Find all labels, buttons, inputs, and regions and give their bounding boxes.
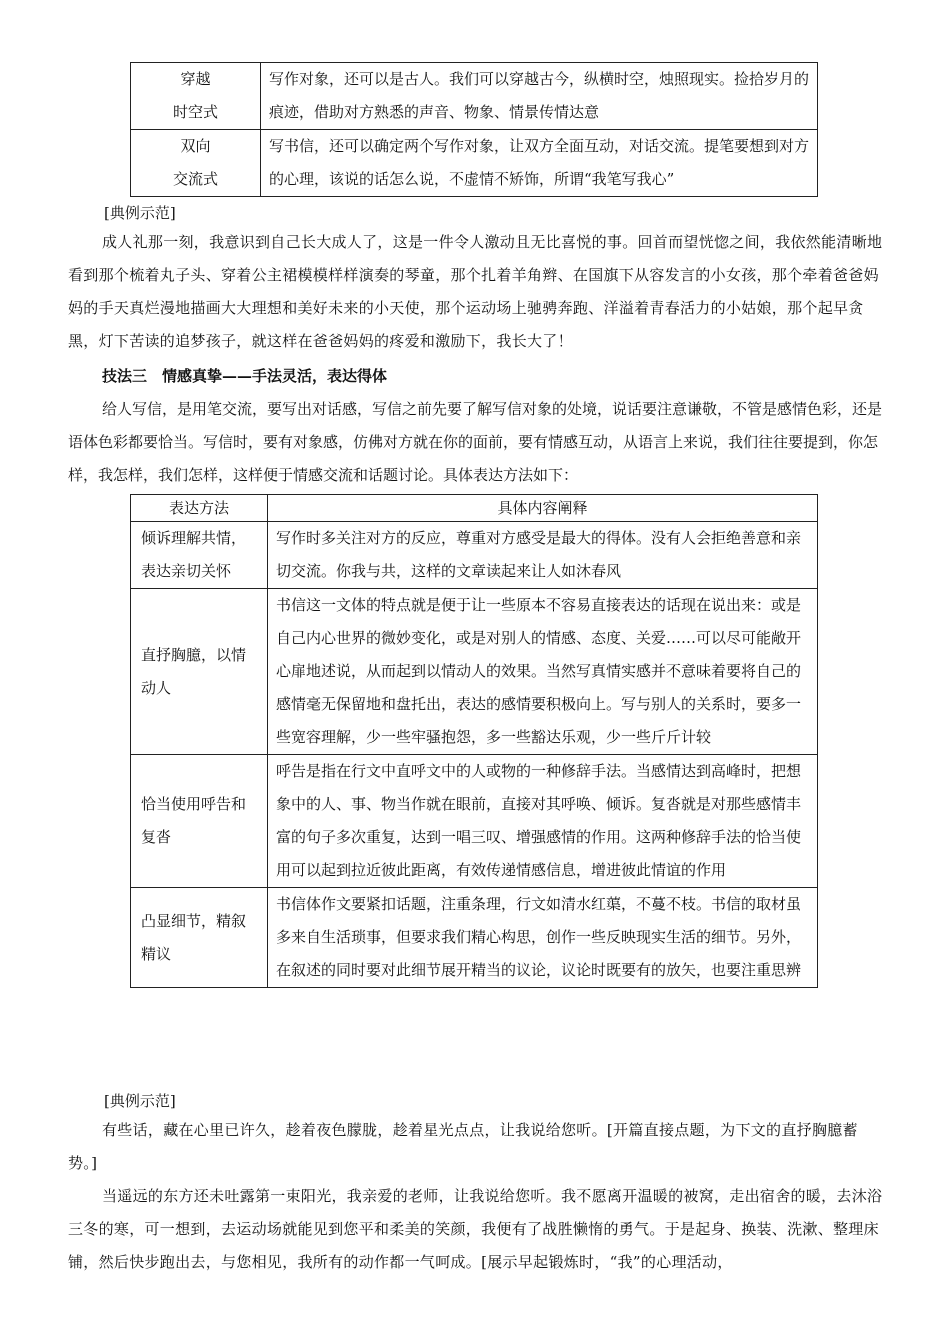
table-row: [131, 63, 818, 130]
table-row: [131, 130, 818, 197]
table-row: [131, 888, 818, 988]
header-cell: 具体内容阐释: [268, 495, 818, 522]
desc-cell: 书信体作文要紧扣话题，注重条理，行文如清水红蕖，不蔓不枝。书信的取材虽多来自生活琐事，但要求我们精心构思，创作一些反映现实生活的细节。另外，在叙述的同时要对此细节展开精当的议论，议论时既要有的放矢，也要注重思辨: [268, 888, 818, 988]
header-cell: 表达方法: [131, 495, 268, 522]
example-paragraph: 当遥远的东方还未吐露第一束阳光，我亲爱的老师，让我说给您听。我不愿离开温暖的被窝，走出宿舍的暖，去沐浴三冬的寒，可一想到，去运动场就能见到您平和柔美的笑颜，我便有了战胜懒惰的勇气。于是起身、换装、洗漱、整理床铺，然后快步跑出去，与您相见，我所有的动作都一气呵成。[展示早起锻炼时，“我”的心理活动，: [68, 1187, 883, 1271]
table-row: [131, 522, 818, 589]
section-intro: 给人写信，是用笔交流，要写出对话感，写信之前先要了解写信对象的处境，说话要注意谦敬，不管是感情色彩，还是语体色彩都要恰当。写信时，要有对象感，仿佛对方就在你的面前，要有情感互动，从语言上来说，我们往往要提到，你怎样，我怎样，我们怎样，这样便于情感交流和话题讨论。具体表达方法如下：: [68, 400, 883, 484]
method-cell: 恰当使用呼告和复沓: [131, 755, 268, 888]
methods-table-2: [130, 494, 818, 988]
section-title: 技法三 情感真挚——手法灵活，表达得体: [102, 367, 388, 385]
table-header-row: [131, 495, 818, 522]
desc-cell: 呼告是指在行文中直呼文中的人或物的一种修辞手法。当感情达到高峰时，把想象中的人、事、物当作就在眼前，直接对其呼唤、倾诉。复沓就是对那些感情丰富的句子多次重复，达到一唱三叹、增强感情的作用。这两种修辞手法的恰当使用可以起到拉近彼此距离，有效传递情感信息，增进彼此情谊的作用: [268, 755, 818, 888]
desc-cell: 写作对象，还可以是古人。我们可以穿越古今，纵横时空，烛照现实。捡拾岁月的痕迹，借助对方熟悉的声音、物象、情景传情达意: [261, 63, 818, 130]
method-cell: 凸显细节，精叙精议: [131, 888, 268, 988]
example-paragraph: 成人礼那一刻，我意识到自己长大成人了，这是一件令人激动且无比喜悦的事。回首而望恍惚之间，我依然能清晰地看到那个梳着丸子头、穿着公主裙模模样样演奏的琴童，那个扎着羊角辫、在国旗下从容发言的小女孩，那个牵着爸爸妈妈的手天真烂漫地描画大大理想和美好未来的小天使，那个运动场上驰骋奔跑、洋溢着青春活力的小姑娘，那个起早贪黑，灯下苦读的追梦孩子，就这样在爸爸妈妈的疼爱和激励下，我长大了！: [68, 233, 883, 350]
example-paragraph: 有些话，藏在心里已许久，趁着夜色朦胧，趁着星光点点，让我说给您听。[开篇直接点题，为下文的直抒胸臆蓄势。]: [68, 1121, 858, 1172]
table-row: [131, 755, 818, 888]
example-label: [典例示范]: [104, 204, 176, 222]
method-cell: 穿越 时空式: [131, 63, 261, 130]
desc-cell: 写书信，还可以确定两个写作对象，让双方全面互动，对话交流。提笔要想到对方的心理，该说的话怎么说，不虚情不矫饰，所谓“我笔写我心”: [261, 130, 818, 197]
desc-cell: 写作时多关注对方的反应，尊重对方感受是最大的得体。没有人会拒绝善意和亲切交流。你我与共，这样的文章读起来让人如沐春风: [268, 522, 818, 589]
table-row: [131, 589, 818, 755]
desc-cell: 书信这一文体的特点就是便于让一些原本不容易直接表达的话现在说出来：或是自己内心世界的微妙变化，或是对别人的情感、态度、关爱……可以尽可能敞开心扉地述说，从而起到以情动人的效果。当然写真情实感并不意味着要将自己的感情毫无保留地和盘托出，表达的感情要积极向上。写与别人的关系时，要多一些宽容理解，少一些牢骚抱怨，多一些豁达乐观，少一些斤斤计较: [268, 589, 818, 755]
method-cell: 直抒胸臆，以情动人: [131, 589, 268, 755]
method-cell: 倾诉理解共情，表达亲切关怀: [131, 522, 268, 589]
methods-table-1: [130, 62, 818, 197]
example-label: [典例示范]: [104, 1092, 176, 1110]
method-cell: 双向 交流式: [131, 130, 261, 197]
